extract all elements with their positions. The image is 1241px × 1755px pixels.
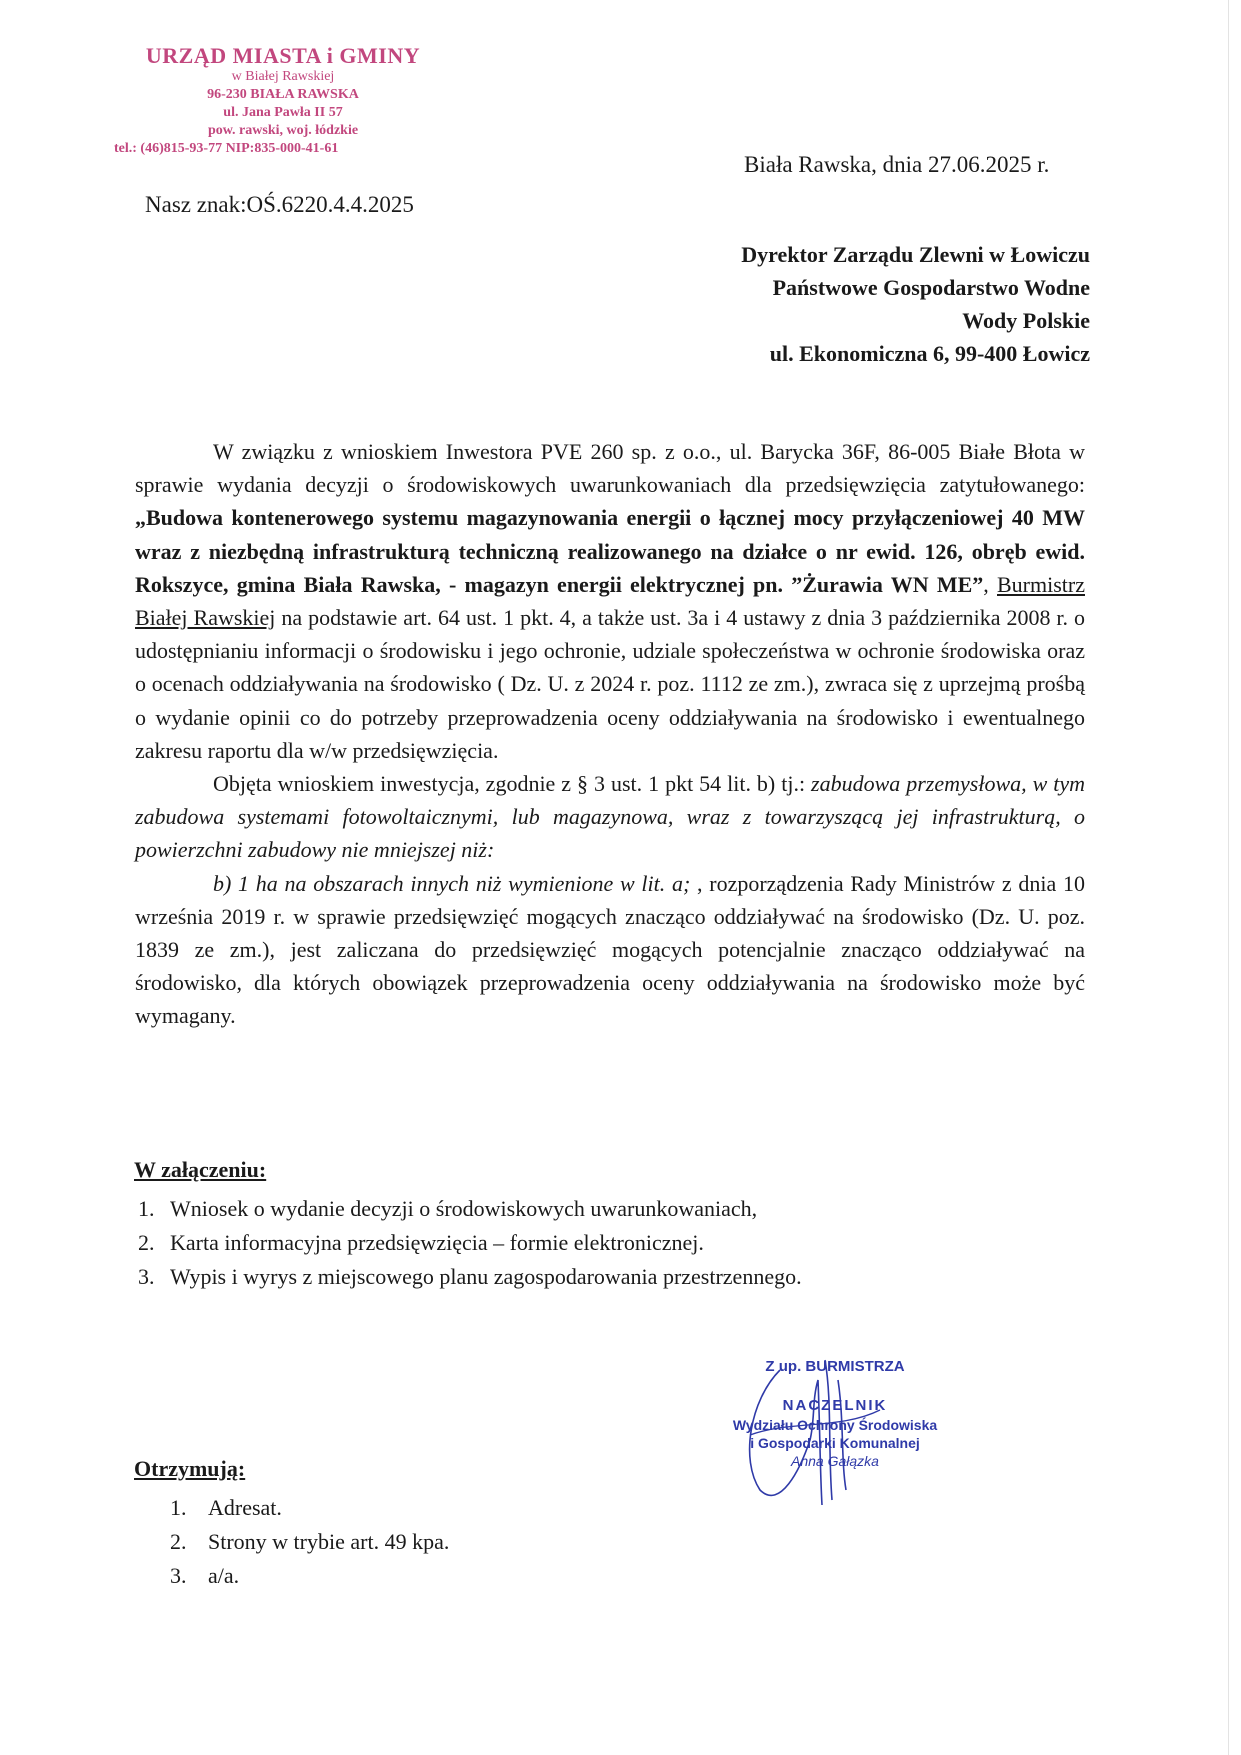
paragraph-text: na podstawie art. 64 ust. 1 pkt. 4, a także ust. 3a i 4 ustawy z dnia 3 października 2008 r. o udostępnianiu informacji o środowisku i jego ochronie, udziale społeczeństwa w ochronie środowiska oraz o ocenach oddziaływania na środowisko ( Dz. U. z 2024 r. poz. 1112 ze zm.), zwraca się z uprzejmą prośbą o wydanie opinii co do potrzeby przeprowadzenia oceny oddziaływania na środowisko i ewentualnego zakresu raportu dla w/w przedsięwzięcia. <box>135 605 1086 763</box>
addressee-line: Dyrektor Zarządu Zlewni w Łowiczu <box>741 242 1090 267</box>
paragraph-text: Objęta wnioskiem inwestycja, zgodnie z § 3 ust. 1 pkt 54 lit. b) tj.: <box>213 771 812 797</box>
item-text: Strony w trybie art. 49 kpa. <box>208 1529 450 1554</box>
addressee-line: ul. Ekonomiczna 6, 99-400 Łowicz <box>769 341 1090 366</box>
mayor-reference: Burmistrz Białej Rawskiej <box>135 571 1085 631</box>
addressee-line: Wody Polskie <box>962 308 1090 333</box>
stamp-street: ul. Jana Pawła II 57 <box>223 105 343 120</box>
addressee-line: Państwowe Gospodarstwo Wodne <box>772 275 1090 300</box>
paragraph-text: , <box>983 571 997 597</box>
regulation-quote: b) 1 ha na obszarach innych niż wymienione w lit. a; <box>213 870 691 896</box>
recipients-heading: Otrzymują: <box>134 1456 246 1481</box>
item-number: 3. <box>138 1264 155 1289</box>
item-number: 1. <box>170 1495 187 1520</box>
project-title: „Budowa kontenerowego systemu magazynowania energii o łącznej mocy przyłączeniowej 40 MW wraz z niezbędną infrastrukturą techniczną realizowanego na działce o nr ewid. 126, obręb ewid. Rokszyce, gmina Biała Rawska, - magazyn energii elektrycznej pn. ”Żurawia WN ME” <box>135 505 1085 597</box>
body-paragraph <box>135 867 1085 1033</box>
item-number: 1. <box>138 1196 155 1221</box>
list-item <box>138 1260 802 1294</box>
signature-line: Z up. BURMISTRZA <box>765 1358 905 1375</box>
paragraph-text: W związku z wnioskiem Inwestora PVE 260 sp. z o.o., ul. Barycka 36F, 86-005 Białe Błota w sprawie wydania decyzji o środowiskowych uwarunkowaniach dla przedsięwzięcia zatytułowanego: <box>135 439 1085 498</box>
stamp-office-name: URZĄD MIASTA i GMINY <box>145 43 421 68</box>
stamp-town: w Białej Rawskiej <box>231 69 335 84</box>
letter-date: Biała Rawska, dnia 27.06.2025 r. <box>744 152 1050 177</box>
signature-line: NACZELNIK <box>782 1397 888 1414</box>
list-item <box>170 1559 449 1593</box>
list-item <box>138 1192 802 1226</box>
item-number: 3. <box>170 1563 187 1588</box>
item-text: Adresat. <box>208 1495 282 1520</box>
attachments-list <box>138 1192 802 1294</box>
addressee-block <box>741 238 1090 370</box>
reference-number: Nasz znak:OŚ.6220.4.4.2025 <box>145 192 414 217</box>
item-text: Karta informacyjna przedsięwzięcia – formie elektronicznej. <box>170 1230 704 1255</box>
list-item <box>170 1491 449 1525</box>
office-stamp <box>114 43 448 158</box>
signature-line: Anna Gałązka <box>791 1453 879 1469</box>
item-number: 2. <box>170 1529 187 1554</box>
signature-stamp <box>720 1340 950 1510</box>
signature-line: i Gospodarki Komunalnej <box>750 1435 920 1451</box>
body-paragraph <box>135 435 1085 767</box>
paragraph-text: , rozporządzenia Rady Ministrów z dnia 10 września 2019 r. w sprawie przedsięwzięć mogących znacząco oddziaływać na środowisko (Dz. U. poz. 1839 ze zm.), jest zaliczana do przedsięwzięć mogących potencjalnie znacząco oddziaływać na środowisko, dla których obowiązek przeprowadzenia oceny oddziaływania na środowisko może być wymagany. <box>135 870 1085 1029</box>
item-number: 2. <box>138 1230 155 1255</box>
item-text: Wniosek o wydanie decyzji o środowiskowych uwarunkowaniach, <box>170 1196 758 1221</box>
regulation-quote: zabudowa przemysłowa, w tym zabudowa systemami fotowoltaicznymi, lub magazynowa, wraz z towarzyszącą jej infrastrukturą, o powierzchni zabudowy nie mniejszej niż: <box>135 771 1085 863</box>
scan-edge-divider <box>1228 0 1229 1755</box>
attachments-heading: W załączeniu: <box>134 1157 267 1182</box>
stamp-contact: tel.: (46)815-93-77 NIP:835-000-41-61 <box>114 141 339 156</box>
body-paragraph <box>135 767 1085 867</box>
signature-line: Wydziału Ochrony Środowiska <box>732 1417 938 1433</box>
stamp-county: pow. rawski, woj. łódzkie <box>207 123 359 138</box>
list-item <box>138 1226 802 1260</box>
letter-body <box>135 435 1085 1033</box>
recipients-list <box>170 1491 449 1593</box>
list-item <box>170 1525 449 1559</box>
item-text: Wypis i wyrys z miejscowego planu zagospodarowania przestrzennego. <box>170 1264 802 1289</box>
stamp-postcode: 96-230 BIAŁA RAWSKA <box>207 87 359 102</box>
item-text: a/a. <box>208 1563 240 1588</box>
